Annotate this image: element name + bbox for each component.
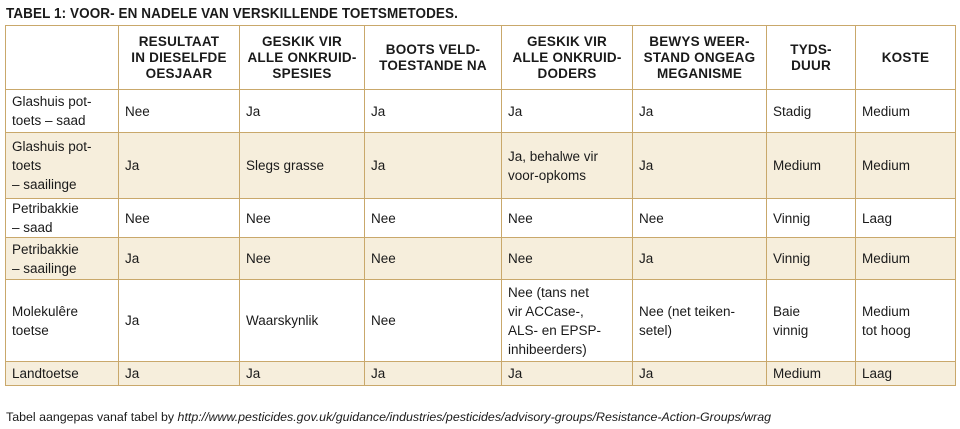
row-header-cell <box>6 90 119 133</box>
cell-text-line: Ja <box>125 366 140 381</box>
table-title: TABEL 1: VOOR- EN NADELE VAN VERSKILLENDE TOETSMETODES. <box>6 6 458 22</box>
cell-text-line: Nee <box>508 210 533 226</box>
cell-text-line: Vinnig <box>773 251 811 266</box>
table-row <box>6 133 956 199</box>
table-cell <box>767 199 856 238</box>
cell-text-line: Nee <box>371 313 396 328</box>
cell-text-line: Nee <box>639 210 664 226</box>
cell-text-line: toetse <box>12 322 49 338</box>
table-cell <box>767 238 856 280</box>
header-corner <box>6 26 119 90</box>
cell-text-line: Petribakkie <box>12 241 79 257</box>
cell-text-line: vinnig <box>773 322 809 338</box>
table-cell <box>365 133 502 199</box>
table-cell <box>856 280 956 362</box>
header-tydsduur: TYDS- DUUR <box>767 26 856 90</box>
cell-text-line: Ja <box>125 251 140 266</box>
row-header-cell <box>6 133 119 199</box>
cell-text-line: Nee <box>246 251 271 266</box>
row-header-cell <box>6 238 119 280</box>
cell-text-line: Baie <box>773 303 801 319</box>
cell-text-line: Ja <box>508 103 523 119</box>
table-row <box>6 90 956 133</box>
caption-url: http://www.pesticides.gov.uk/guidance/industries/pesticides/advisory-groups/Resistance-Action-Groups/wrag <box>177 410 771 424</box>
table-caption <box>6 410 771 424</box>
table-cell <box>767 362 856 386</box>
table-cell <box>767 90 856 133</box>
cell-text-line: Ja <box>639 158 654 173</box>
cell-text-line: Medium <box>773 366 822 381</box>
table-cell <box>856 199 956 238</box>
table-cell <box>502 362 633 386</box>
cell-text-line: Medium <box>862 251 911 266</box>
header-weerstand: BEWYS WEER- STAND ONGEAG MEGANISME <box>633 26 767 90</box>
table-cell <box>856 362 956 386</box>
cell-text-line: Nee <box>125 210 150 226</box>
table-cell <box>240 133 365 199</box>
table-cell <box>119 238 240 280</box>
table-cell <box>767 133 856 199</box>
table-cell <box>633 238 767 280</box>
header-koste: KOSTE <box>856 26 956 90</box>
header-onkruid-spesies: GESKIK VIR ALLE ONKRUID- SPESIES <box>240 26 365 90</box>
header-row <box>6 26 956 90</box>
cell-text-line: setel) <box>639 322 673 338</box>
table-cell <box>365 362 502 386</box>
table-cell <box>502 133 633 199</box>
cell-text-line: Ja <box>125 158 140 173</box>
cell-text-line: Medium <box>773 158 822 173</box>
cell-text-line: Nee <box>125 103 150 119</box>
table-cell <box>502 90 633 133</box>
cell-text-line: Medium <box>862 158 911 173</box>
cell-text-line: Nee <box>371 210 396 226</box>
cell-text-line: Nee <box>371 251 396 266</box>
caption-prefix: Tabel aangepas vanaf tabel by <box>6 410 178 424</box>
table-cell <box>240 280 365 362</box>
table-cell <box>856 90 956 133</box>
cell-text-line: – saad <box>12 220 53 235</box>
table-cell <box>240 199 365 238</box>
row-header-cell <box>6 280 119 362</box>
cell-text-line: Stadig <box>773 103 812 119</box>
cell-text-line: toets <box>12 158 42 173</box>
table-cell <box>119 133 240 199</box>
cell-text-line: Ja, behalwe vir <box>508 148 599 164</box>
cell-text-line: Laag <box>862 210 893 226</box>
cell-text-line: Ja <box>371 103 386 119</box>
row-header-cell <box>6 199 119 238</box>
cell-text-line: Ja <box>246 103 261 119</box>
table-row <box>6 238 956 280</box>
cell-text-line: vir ACCase-, <box>508 303 584 319</box>
table-cell <box>856 238 956 280</box>
table-cell <box>365 280 502 362</box>
cell-text-line: Nee (net teiken- <box>639 303 736 319</box>
header-onkruiddoders: GESKIK VIR ALLE ONKRUID- DODERS <box>502 26 633 90</box>
cell-text-line: Ja <box>371 158 386 173</box>
table-cell <box>502 280 633 362</box>
cell-text-line: Nee <box>246 210 271 226</box>
cell-text-line: Ja <box>639 366 654 381</box>
table-body <box>6 90 956 386</box>
table-cell <box>119 90 240 133</box>
table-cell <box>502 238 633 280</box>
table-cell <box>502 199 633 238</box>
cell-text-line: – saailinge <box>12 260 77 276</box>
table-cell <box>633 90 767 133</box>
table-cell <box>365 199 502 238</box>
table-cell <box>119 280 240 362</box>
cell-text-line: Medium <box>862 303 911 319</box>
cell-text-line: toets – saad <box>12 113 86 128</box>
comparison-table <box>5 25 956 386</box>
cell-text-line: – saailinge <box>12 177 77 192</box>
table-cell <box>240 90 365 133</box>
cell-text-line: Waarskynlik <box>246 313 319 328</box>
cell-text-line: Molekulêre <box>12 303 79 319</box>
cell-text-line: tot hoog <box>862 322 911 338</box>
cell-text-line: ALS- en EPSP- <box>508 322 602 338</box>
cell-text-line: Ja <box>639 251 654 266</box>
table-cell <box>119 199 240 238</box>
table-cell <box>240 362 365 386</box>
table-cell <box>633 280 767 362</box>
table-cell <box>633 199 767 238</box>
cell-text-line: Ja <box>639 103 654 119</box>
cell-text-line: Glashuis pot- <box>12 94 92 109</box>
header-resultaat: RESULTAAT IN DIESELFDE OESJAAR <box>119 26 240 90</box>
table-cell <box>365 90 502 133</box>
table-row <box>6 362 956 386</box>
cell-text-line: Medium <box>862 103 911 119</box>
cell-text-line: Glashuis pot- <box>12 139 92 154</box>
table-cell <box>767 280 856 362</box>
table-cell <box>856 133 956 199</box>
cell-text-line: Laag <box>862 366 893 381</box>
table-cell <box>633 133 767 199</box>
cell-text-line: Nee <box>508 251 533 266</box>
row-header-cell <box>6 362 119 386</box>
cell-text-line: voor-opkoms <box>508 167 587 183</box>
header-veldtoestande: BOOTS VELD- TOESTANDE NA <box>365 26 502 90</box>
cell-text-line: Slegs grasse <box>246 158 325 173</box>
cell-text-line: Vinnig <box>773 210 811 226</box>
cell-text-line: Ja <box>246 366 261 381</box>
table-cell <box>240 238 365 280</box>
table-cell <box>119 362 240 386</box>
cell-text-line: inhibeerders) <box>508 341 587 357</box>
cell-text-line: Ja <box>125 313 140 328</box>
cell-text-line: Nee (tans net <box>508 284 590 300</box>
table-row <box>6 280 956 362</box>
cell-text-line: Ja <box>371 366 386 381</box>
table-cell <box>365 238 502 280</box>
cell-text-line: Landtoetse <box>12 366 79 381</box>
cell-text-line: Ja <box>508 366 523 381</box>
table-cell <box>633 362 767 386</box>
table-row <box>6 199 956 238</box>
cell-text-line: Petribakkie <box>12 201 79 216</box>
